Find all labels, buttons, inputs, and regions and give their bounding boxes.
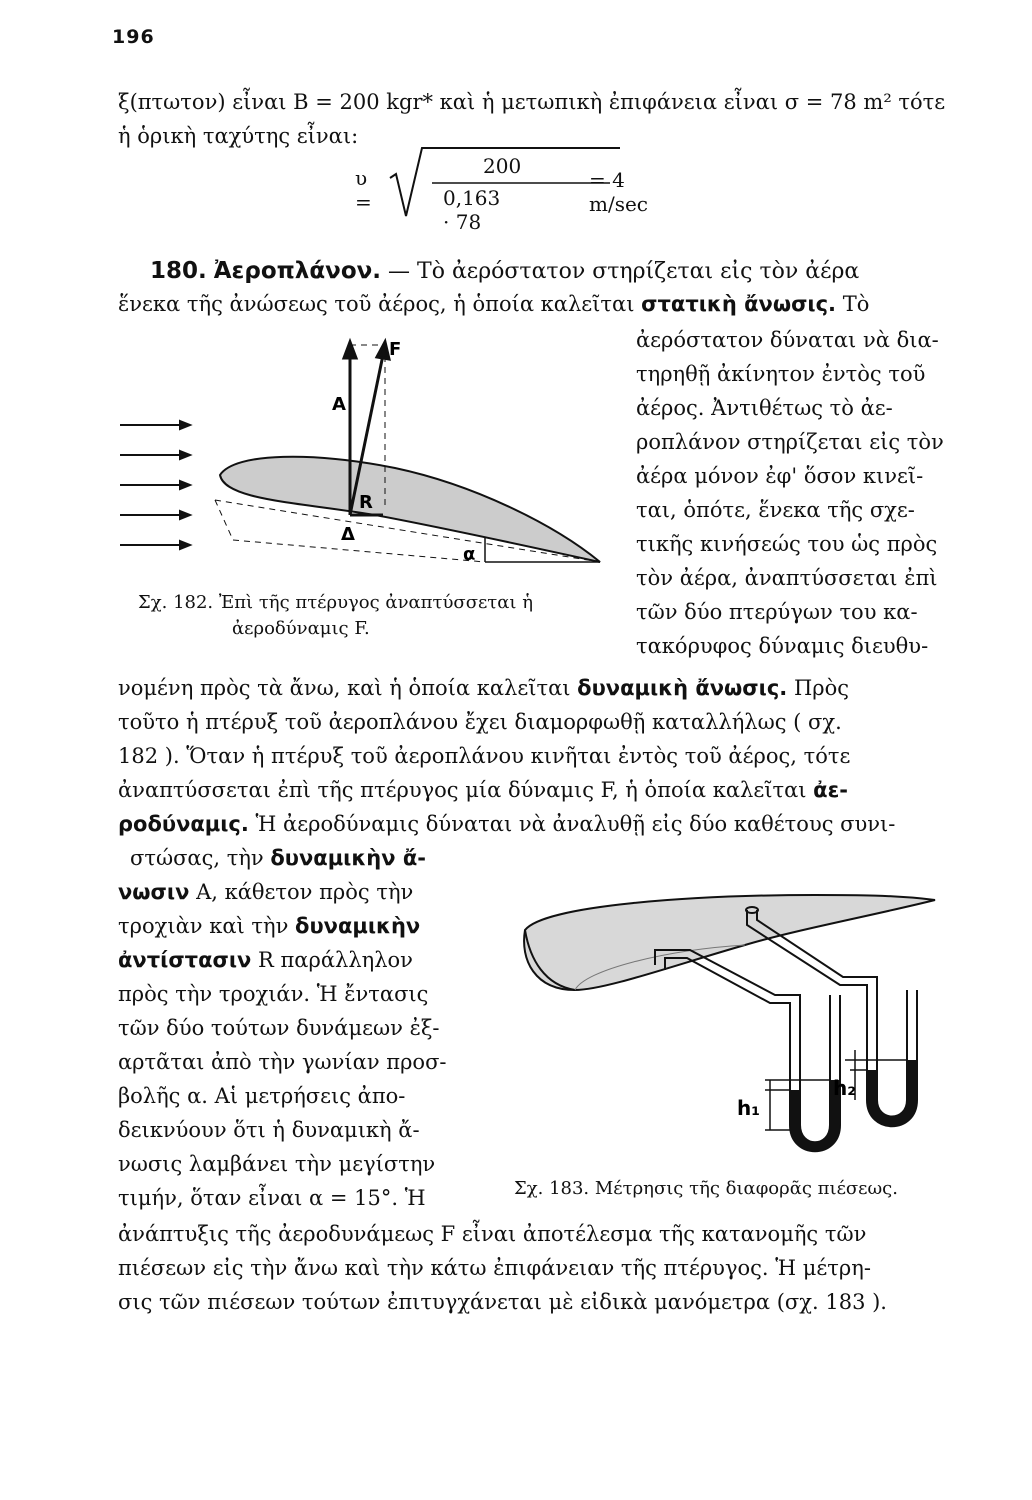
term-aerodynamic-force: ροδύναμις. — [118, 812, 249, 836]
left-col-line: δεικνύουν ὅτι ἡ δυναμικὴ ἄ- — [118, 1118, 420, 1142]
page-number: 196 — [112, 26, 155, 48]
label-h1: h₁ — [737, 1096, 760, 1120]
text-line: ἀνάπτυξις τῆς ἀεροδυνάμεως F εἶναι ἀποτέλεσμα τῆς κατανομῆς τῶν — [118, 1222, 867, 1246]
left-col-line — [118, 880, 413, 905]
text: 182 ). Ὅταν ἡ πτέρυξ τοῦ ἀεροπλάνου κινῆται ἐντὸς τοῦ ἀέρος, τότε — [118, 744, 851, 768]
right-col-line: τὸν ἀέρα, ἀναπτύσσεται ἐπὶ — [636, 566, 938, 590]
fig182-caption-2: ἀεροδύναμις F. — [232, 618, 370, 639]
wing-3d — [524, 895, 935, 990]
section-heading — [150, 258, 859, 286]
section-line-1: — Τὸ ἀερόστατον στηρίζεται εἰς τὸν ἀέρα — [388, 259, 860, 284]
text-line — [118, 710, 842, 735]
right-col-line: ἀέρος. Ἀντιθέτως τὸ ἀε- — [636, 396, 893, 420]
term: ἀντίστασιν — [118, 948, 252, 972]
left-col-line: τῶν δύο τούτων δυνάμεων ἐξ- — [118, 1016, 440, 1040]
formula-denominator: 0,163 · 78 — [443, 186, 501, 234]
text: Α, κάθετον πρὸς τὴν — [189, 880, 414, 904]
text: στώσας, τὴν — [130, 846, 271, 870]
left-col-line: βολῆς α. Αἱ μετρήσεις ἀπο- — [118, 1084, 406, 1108]
left-col-line: τιμήν, ὅταν εἶναι α = 15°. Ἡ — [118, 1186, 426, 1210]
text: τοῦτο ἡ πτέρυξ τοῦ ἀεροπλάνου ἔχει διαμορφωθῇ καταλλήλως ( σχ. — [118, 710, 842, 734]
right-col-line: ἀερόστατον δύναται νὰ δια- — [636, 328, 939, 352]
left-col-line — [118, 914, 420, 939]
right-col-line: τικῆς κινήσεώς του ὡς πρὸς — [636, 532, 938, 556]
left-col-line: αρτᾶται ἀπὸ τὴν γωνίαν προσ- — [118, 1050, 447, 1074]
fig183-caption: Σχ. 183. Μέτρησις τῆς διαφορᾶς πιέσεως. — [514, 1178, 898, 1199]
right-col-line: ροπλάνον στηρίζεται εἰς τὸν — [636, 430, 944, 454]
section-line-2-text: ἕνεκα τῆς ἀνώσεως τοῦ ἀέρος, ἡ ὁποία καλεῖται — [118, 292, 635, 316]
label-delta: Δ — [341, 524, 355, 545]
text-line — [118, 812, 895, 837]
text-line: σις τῶν πιέσεων τούτων ἐπιτυγχάνεται μὲ εἰδικὰ μανόμετρα (σχ. 183 ). — [118, 1290, 887, 1314]
text: τροχιὰν καὶ τὴν — [118, 914, 296, 938]
formula-numerator: 200 — [483, 154, 522, 178]
right-col-line: τακόρυφος δύναμις διευθυ- — [636, 634, 929, 658]
left-col-line — [130, 846, 426, 871]
section-title: Ἀεροπλάνον. — [213, 258, 382, 284]
text-line — [118, 676, 849, 701]
figure-183-manometers — [515, 890, 945, 1150]
section-line-2-end: Τὸ — [842, 292, 870, 316]
label-h2: h₂ — [833, 1076, 856, 1100]
right-col-line: τῶν δύο πτερύγων του κα- — [636, 600, 918, 624]
fig182-caption-1: Σχ. 182. Ἐπὶ τῆς πτέρυγος ἀναπτύσσεται ἡ — [138, 592, 533, 613]
term-static-lift: στατικὴ ἄνωσις. — [641, 292, 837, 316]
formula-result: = 4 m/sec — [589, 168, 649, 216]
left-col-line: πρὸς τὴν τροχιάν. Ἡ ἔντασις — [118, 982, 429, 1006]
figure-182-wing-forces — [115, 330, 615, 600]
airflow-arrows — [120, 421, 190, 549]
section-number: 180. — [150, 258, 207, 284]
text: R παράλληλον — [251, 948, 413, 972]
right-col-line: ἀέρα μόνον ἐφ' ὅσον κινεῖ- — [636, 464, 924, 488]
wing-profile — [220, 457, 600, 562]
text-line: πιέσεων εἰς τὴν ἄνω καὶ τὴν κάτω ἐπιφάνειαν τῆς πτέρυγος. Ἡ μέτρη- — [118, 1256, 871, 1280]
label-A: A — [332, 394, 346, 415]
text-line — [118, 778, 848, 803]
term: δυναμικὴν — [295, 914, 421, 938]
term-dynamic-lift: δυναμικὴ ἄνωσις. — [577, 676, 788, 700]
text: Πρὸς — [787, 676, 850, 700]
label-R: R — [359, 492, 373, 513]
term-aerodynamic-force: ἀε- — [813, 778, 849, 802]
intro-line-2: ἡ ὁρικὴ ταχύτης εἶναι: — [118, 124, 359, 148]
right-col-line: τηρηθῇ ἀκίνητον ἐντὸς τοῦ — [636, 362, 926, 386]
left-col-line: νωσις λαμβάνει τὴν μεγίστην — [118, 1152, 436, 1176]
text: ἀναπτύσσεται ἐπὶ τῆς πτέρυγος μία δύναμις F, ἡ ὁποία καλεῖται — [118, 778, 814, 802]
label-alpha: α — [463, 544, 476, 565]
right-col-line: ται, ὁπότε, ἕνεκα τῆς σχε- — [636, 498, 915, 522]
formula-lhs: υ = — [355, 166, 372, 214]
text: Ἡ ἀεροδύναμις δύναται νὰ ἀναλυθῇ εἰς δύο καθέτους συνι- — [248, 812, 896, 836]
label-F: F — [389, 339, 402, 360]
intro-line-1: ξ(πτωτον) εἶναι Β = 200 kgr* καὶ ἡ μετωπικὴ ἐπιφάνεια εἶναι σ = 78 m² τότε — [118, 90, 946, 114]
left-col-line — [118, 948, 413, 973]
section-line-2 — [118, 292, 869, 317]
term: νωσιν — [118, 880, 190, 904]
text-line — [118, 744, 850, 769]
text: νομένη πρὸς τὰ ἄνω, καὶ ἡ ὁποία καλεῖται — [118, 676, 578, 700]
term: δυναμικὴν ἄ- — [270, 846, 426, 870]
